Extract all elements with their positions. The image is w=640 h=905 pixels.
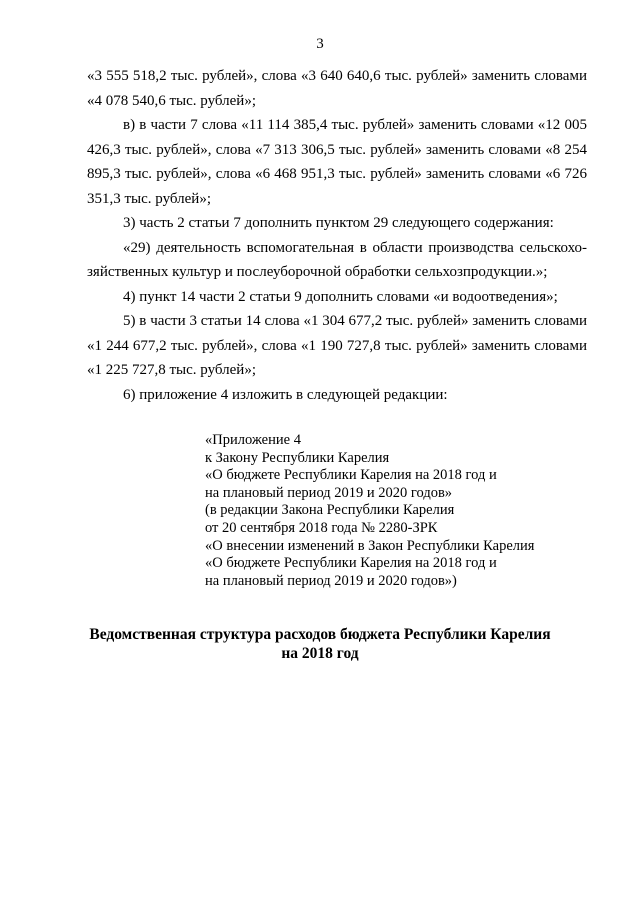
paragraph-item-4: 4) пункт 14 части 2 статьи 9 дополнить словами «и водоотведения»; [123, 288, 558, 305]
annex-line: на плановый период 2019 и 2020 годов» [205, 484, 453, 501]
annex-line: на плановый период 2019 и 2020 годов») [205, 572, 457, 589]
annex-line: к Закону Республики Карелия [205, 449, 390, 466]
annex-line: «О внесении изменений в Закон Республики Карелия [205, 537, 535, 554]
title-line: на 2018 год [281, 645, 359, 662]
paragraph-continuation: «3 555 518,2 тыс. рублей», слова «3 640 640,6 тыс. рублей» заменить словами «4 078 540,6 тыс. рублей»; [87, 68, 587, 109]
annex-line: «О бюджете Республики Карелия на 2018 год и [205, 467, 497, 484]
annex-line: (в редакции Закона Республики Карелия [205, 502, 455, 519]
paragraph-item-v: в) в части 7 слова «11 114 385,4 тыс. рублей» заменить словами «12 005 426,3 тыс. рублей», слова «7 313 306,5 тыс. рублей» заменить словами «8 254 895,3 тыс. рублей», слова «6 468 951,3 тыс. рублей» заменить словами «6 726 351,3 тыс. рублей»; [87, 117, 587, 207]
annex-line: «О бюджете Республики Карелия на 2018 год и [205, 555, 497, 572]
title-line: Ведомственная структура расходов бюджета Республики Карелия [89, 626, 551, 643]
annex-line: «Приложение 4 [205, 432, 301, 448]
document-title [0, 625, 640, 663]
page-number: 3 [316, 36, 324, 52]
annex-line: от 20 сентября 2018 года № 2280-ЗРК [205, 519, 438, 536]
paragraph-item-3: 3) часть 2 статьи 7 дополнить пунктом 29 следующего содержания: [123, 215, 554, 231]
paragraph-item-5: 5) в части 3 статьи 14 слова «1 304 677,2 тыс. рублей» заменить словами «1 244 677,2 тыс. рублей», слова «1 190 727,8 тыс. рублей» заменить словами «1 225 727,8 тыс. рублей»; [87, 313, 587, 378]
paragraph-item-6: 6) приложение 4 изложить в следующей редакции: [123, 386, 448, 403]
paragraph-item-29: «29) деятельность вспомогательная в области производства сельскохозяйственных культур и послеуборочной обработки сельхозпродукции.»; [87, 239, 587, 280]
annex-header [205, 432, 605, 590]
body-text [87, 64, 587, 407]
